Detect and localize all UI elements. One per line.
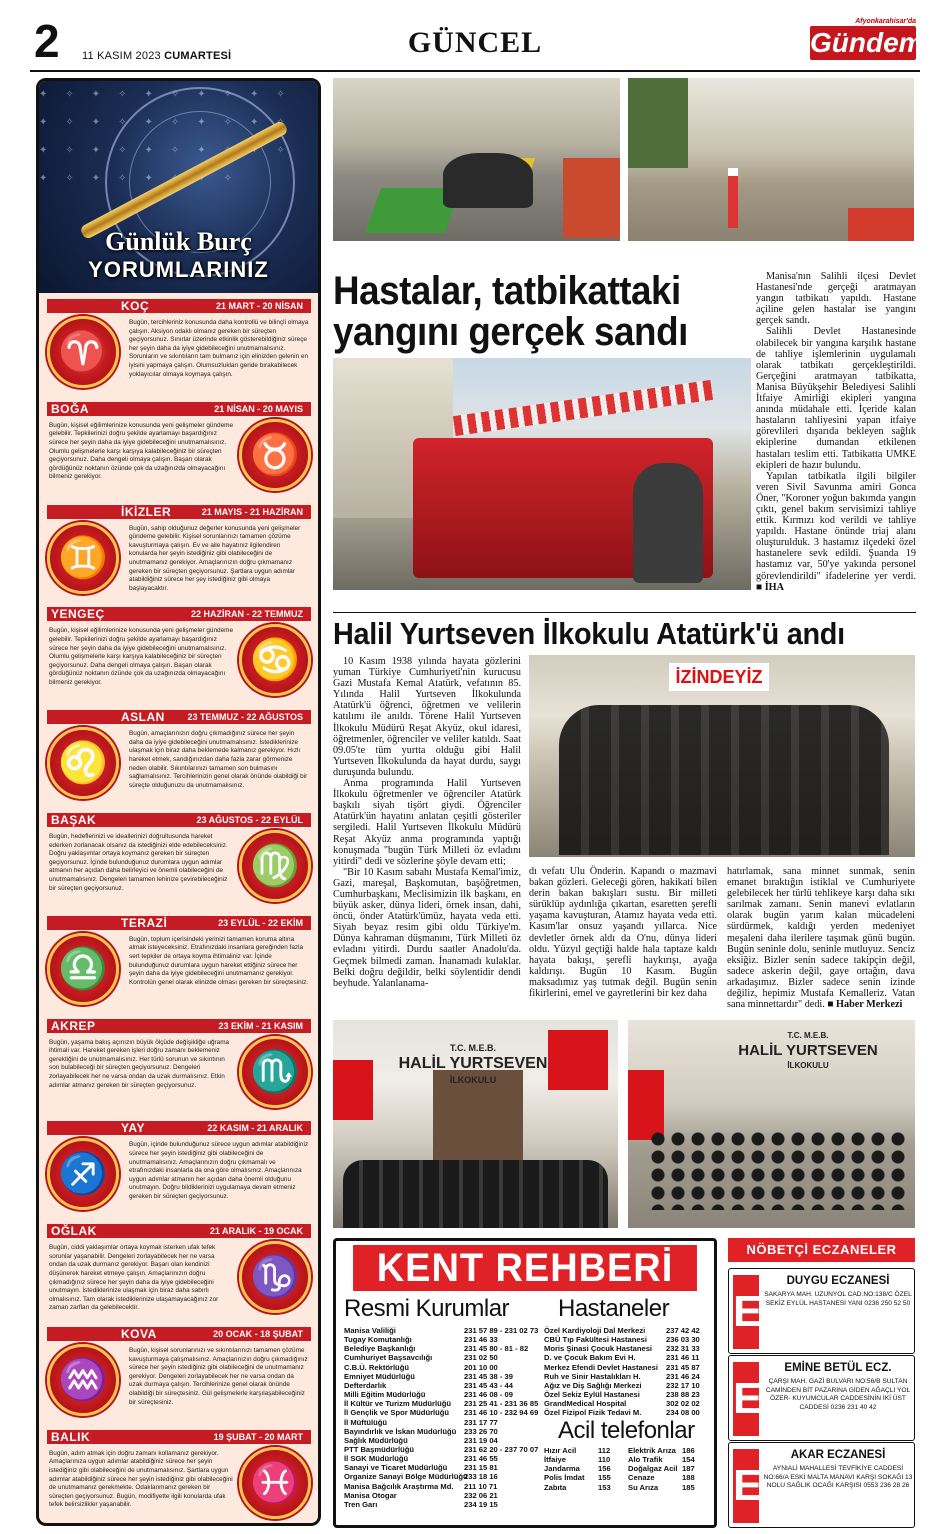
- sign-range: 21 ARALIK - 19 OCAK: [209, 1226, 303, 1237]
- sign-8: [47, 1121, 311, 1221]
- guide-label: Zabıta: [544, 1482, 567, 1492]
- story2-source-text: Haber Merkezi: [836, 999, 903, 1011]
- sign-name: BOĞA: [51, 401, 89, 416]
- pharmacy-address: AYNIALİ MAHALLESİ TEVFİKİYE CADDESİ NO:66/A ESKİ MALTA MANAVI KARŞI SOKAĞI 13 NOLU SAĞLIK OCAĞI KARŞISI 0553 236 28 26: [763, 1465, 913, 1490]
- zodiac-medal-icon: [239, 1447, 311, 1519]
- guide-phone: 233 18 16: [464, 1472, 498, 1482]
- sign-text: Bugün, kişisel sorunlarınızı ve sıkıntılarınızı tamamen çözüme kavuşturmaya çalışmalısınız. Amaçlarınızın doğru çıkmadığınız sürece her şeyin istediğiniz gibi olabileceğini de unutmamanız gerekiyor. Dengeleri zorlayabilecek her ne varsa ondan da uzak durmaya çalışın. Tercihlerinize genel olarak önünde olabildiği bir süreçtesiniz. Gül gelişmelerle karşılaşabileceğiniz bir süreçtesiniz.: [129, 1347, 308, 1406]
- zodiac-medal-icon: [239, 419, 311, 491]
- sign-name: AKREP: [51, 1018, 96, 1033]
- zodiac-medal-icon: [47, 522, 119, 594]
- guide-label: Sağlık Müdürlüğü: [344, 1435, 408, 1445]
- guide-phone: 188: [682, 1473, 695, 1483]
- zodiac-symbol-icon: ♎: [58, 946, 108, 991]
- guide-phone: 233 26 70: [464, 1426, 498, 1436]
- guide-phone: 231 46 24: [666, 1371, 700, 1381]
- sign-range: 23 EYLÜL - 22 EKİM: [218, 917, 303, 928]
- sign-text: Bugün, amaçlarınızın doğru çıkmadığınız sürece her şeyin daha da iyiye gidebileceğini unutmamalısınız. İstediklerinize ulaşmak için biraz daha beklemede kalmanız gerekiyor. Hızlı hareket etmek, sandığınızdan daha fazla zarar görmenize neden olabilir. Sıkıntılarınızı tamamen son bulmasını sağlamalısınız. Tercihlerinizin genel olarak önünde olabildiği bir süreçte olduğunuzu da unutmamalısınız.: [129, 730, 308, 789]
- story2-col2: dı vefatı Ulu Önderin. Kapandı o mazmavi bakan gözleri. Geleceği gören, hakikati bilen derin bakan bakışları sustu. Bir milleti sürüklüp aydınlığa çıkartan, esaretten şerefli yaşama kavuşturan, Atamız hayata veda etti. Kasım'lar onsuz yaşandı yıllarca. Nice devletler örnek aldı da O'nu, dünya lideri oldu. Yüzyıl geçtiği halde hala taptaze kaldı hayata bakışı, şerefli haykırışı, ayağa kaldırışı. Bugün 10 Kasım. Bugün maksadımız yaş tutmak değil. Bugün senin fikirlerini, emel ve gayretlerini bir kez daha: [529, 866, 717, 1000]
- school-name: HALİL YURTSEVEN: [398, 1055, 548, 1072]
- zodiac-symbol-icon: ♍: [250, 844, 300, 888]
- guide-label: Su Arıza: [628, 1482, 659, 1492]
- city-guide-box: [333, 1238, 717, 1528]
- guide-phone: 237 42 42: [666, 1326, 700, 1335]
- school-name-2: HALİL YURTSEVEN: [738, 1042, 878, 1059]
- stars-decoration: ✦✧✦✧✦✧✦✧✦✧✦✧✦✧✦✧✦✧✦✧✦✧✦✧✦✧✦✧✦✧✦✧✦✧✦✧✦✧: [39, 89, 303, 184]
- sign-name: KOÇ: [121, 299, 150, 313]
- sign-range: 22 KASIM - 21 ARALIK: [207, 1123, 303, 1134]
- drill-photo-triage: [333, 78, 620, 241]
- guide-phone: 231 46 08 - 09: [464, 1390, 513, 1400]
- horoscope-title: Günlük Burç: [105, 227, 252, 256]
- guide-label: Tugay Komutanlığı: [344, 1335, 412, 1345]
- guide-label: Özel Kardiyoloji Dal Merkezi: [544, 1326, 646, 1335]
- sign-range: 23 EKİM - 21 KASIM: [218, 1020, 303, 1031]
- guide-label: Elektrik Arıza: [628, 1446, 676, 1455]
- sign-3: [47, 607, 311, 707]
- guide-label: Manisa Bağcılık Araştırma Md.: [344, 1481, 454, 1491]
- guide-label: Cenaze: [628, 1473, 655, 1483]
- guide-label: Merkez Efendi Devlet Hastanesi: [544, 1362, 658, 1372]
- pharmacy-item: [728, 1442, 915, 1528]
- logo-tagline: Afyonkarahisar'da: [855, 18, 916, 25]
- sign-name: BAŞAK: [51, 813, 97, 827]
- guide-label: Jandarma: [544, 1464, 580, 1474]
- sign-text: Bugün, kişisel eğilimlerinize konusunda yeni gelişmeler gündeme gelebilir. Tepkilerinizi doğru şekilde ayarlamayı başardığınız sürece her şeyin daha da iyiye gidebileceğini unutmamalısınız. Olumlu gelişmelerle karşı karşıya kalabileceğiniz bir süreçten geçiyorsunuz. Daha dengeli olmaya çalışın. Başarı olarak gördüğünüz noktanın özünde çok da uzağınızda olmayacağını bilmeniz gerekiyor.: [49, 627, 234, 686]
- sign-text: Bugün, yaşama bakış açınızın büyük ölçüde değişikliğe uğrama ihtimali var. Hareket gereken işleri doğru zamanı beklemeniz gerektiğini de unutmamalısınız. Her türlü sorunun ve sıkıntının son bulabileceği bir süreçten geçiyorsunuz. Dengeleri zorlayabilecek her ne varsa ondan da uzak durmalısınız. Etkin adımlar atmanız gereken bir süreçten geçiyorsunuz.: [49, 1038, 230, 1089]
- pharmacy-e-icon: E: [733, 1275, 759, 1349]
- horoscope-panel: [36, 78, 321, 1526]
- zodiac-medal-icon: [47, 727, 119, 799]
- header-rule: [30, 70, 920, 72]
- guide-label: D. ve Çocuk Bakım Evi H.: [544, 1353, 636, 1363]
- zodiac-symbol-icon: ♓: [250, 1460, 300, 1505]
- story1-source-text: İHA: [764, 581, 784, 593]
- guide-phone: 211 10 71: [464, 1481, 498, 1491]
- zodiac-symbol-icon: ♊: [58, 535, 108, 580]
- guide-label: Hızır Acil: [544, 1446, 577, 1455]
- zodiac-symbol-icon: ♑: [250, 1255, 300, 1300]
- sign-1: [47, 402, 311, 502]
- zodiac-medal-icon: [239, 624, 311, 696]
- guide-label: Organize Sanayi Bölge Müdürlüğü: [344, 1472, 468, 1482]
- guide-label: Belediye Başkanlığı: [344, 1344, 416, 1354]
- sign-range: 20 OCAK - 18 ŞUBAT: [213, 1329, 303, 1339]
- sign-name: İKİZLER: [121, 504, 172, 519]
- guide-label: Özel Fizipol Fizik Tedavi M.: [544, 1408, 642, 1418]
- zodiac-medal-icon: [239, 1036, 311, 1108]
- sign-range: 23 AĞUSTOS - 22 EYLÜL: [196, 815, 303, 825]
- sign-11: [47, 1430, 311, 1526]
- emergency-heading: Acil telefonlar: [558, 1417, 695, 1444]
- pharmacy-item: [728, 1268, 915, 1354]
- sign-name: TERAZİ: [121, 915, 168, 930]
- zodiac-symbol-icon: ♈: [58, 330, 108, 374]
- zodiac-medal-icon: [239, 830, 311, 902]
- sign-10: [47, 1327, 311, 1427]
- sign-text: Bugün, kişisel eğilimlerinize konusunda yeni gelişmeler gündeme gelebilir. Tepkilerinizi doğru şekilde ayarlamayı başardığınız sürece her şeyin daha da iyiye gidebileceğini unutmamalısınız. Olumlu gelişmelerle karşı karşıya kalabileceğiniz bir süreçten geçiyorsunuz. Daha dengeli olmaya çalışın. Başarı olarak gördüğünüz noktanın özünde çok da uzağınızda olmayacağını bilmeniz gerekiyor.: [49, 421, 234, 481]
- story1-body: [756, 271, 916, 593]
- issue-date: [82, 50, 231, 62]
- guide-label: İl SGK Müdürlüğü: [344, 1454, 409, 1464]
- sign-range: 21 MAYIS - 21 HAZİRAN: [201, 506, 303, 517]
- sign-range: 23 TEMMUZ - 22 AĞUSTOS: [187, 712, 303, 723]
- school-meb-2: T.C. M.E.B.: [787, 1031, 829, 1040]
- pharmacy-e-icon: E: [733, 1449, 759, 1523]
- city-guide-title: KENT REHBERİ: [353, 1245, 697, 1291]
- guide-phone: 112: [598, 1446, 611, 1455]
- guide-phone: 231 15 81: [464, 1463, 498, 1473]
- story2-col3-text: hatırlamak, sana minnet sunmak, senin emanet bıraktığın istiklal ve Cumhuriyete gelebilecek her türlü tehlikeye karşı daha sıkı sarılmak zamanı. Senin manevi evlatların olarak bugün yarım kalan mücadeleni sürdürmek, kaldığı yerden medeniyet meşaleni daha ilerilere taşımak günü bugün. Bugün seninle dolu, seninle mutluyuz. Senciz eksiğiz. Bizler senin sadece takipçin değil, sadece askerin değil, gaye ortağın, dava arkadaşımız. Bizler sadece senin izinde değiliz, hepimiz Mustafa Kemalleriz. Vatan sana minnettardır" dedi.: [727, 866, 915, 1011]
- guide-label: İtfaiye: [544, 1455, 566, 1465]
- pharmacy-name: DUYGU ECZANESİ: [786, 1275, 890, 1287]
- sign-9: [47, 1224, 311, 1324]
- sign-name: YENGEÇ: [51, 607, 105, 622]
- guide-phone: 302 02 02: [666, 1399, 700, 1409]
- guide-phone: 187: [682, 1464, 695, 1474]
- guide-label: Emniyet Müdürlüğü: [344, 1371, 415, 1381]
- guide-label: GrandMedical Hospital: [544, 1399, 627, 1409]
- sign-name: YAY: [121, 1121, 145, 1136]
- sign-range: 22 HAZİRAN - 22 TEMMUZ: [190, 609, 303, 620]
- guide-phone: 232 31 33: [666, 1344, 700, 1354]
- sign-5: [47, 813, 311, 913]
- story2-paragraph: Anma programında Halil Yurtseven İlkokulu öğretmenler ve öğrenciler Atatürk başkılı siyah tişört giydi. Öğrenciler Atatürk'ün hayatını anlatan çeşitli gösteriler sergiledi. Halil Yurtseven İlkokulu Müdürü Reşat Akyüz anma programında yaptığı konuşmada "bugün Türk Milleti öz evladını yitirdi" dedi ve sözlerine şöyle devam etti;: [333, 778, 521, 867]
- official-heading: Resmi Kurumlar: [344, 1295, 510, 1322]
- guide-label: İl Gençlik ve Spor Müdürlüğü: [344, 1408, 450, 1418]
- students-photo: [529, 655, 915, 857]
- story1-paragraph: Salihli Devlet Hastanesinde olabilecek bir yangına karşılık hastane de tahliye işlemlerinin uygulamalı olarak tatbikatı gerçekleştirildi. Gerçeğini aratmayan tatbikatta, Manisa Büyükşehir Belediyesi Salihli İtfaiye Amirliği ekipleri yangına anında müdahale etti. İçeride kalan hastaların tahliyesini yapan itfaiye görevlileri dışarıda bekleyen sağlık ekiplerine dumandan etkilenen hastaları teslim etti. Tatbikatta UMKE ekipleri de hazır bulundu.: [756, 326, 916, 471]
- guide-label: Manisa Otogar: [344, 1490, 397, 1500]
- drill-photo-street: [628, 78, 914, 241]
- guide-phone: 156: [598, 1464, 611, 1474]
- guide-phone: 186: [682, 1446, 695, 1455]
- zodiac-symbol-icon: ♋: [250, 638, 300, 683]
- story2-rule: [333, 612, 916, 613]
- guide-label: Sanayi ve Ticaret Müdürlüğü: [344, 1463, 448, 1473]
- guide-phone: 201 10 00: [464, 1362, 498, 1372]
- sign-2: [47, 505, 311, 605]
- guide-phone: 231 45 38 - 39: [464, 1371, 513, 1381]
- story2-source: ■ Haber Merkezi: [827, 999, 903, 1011]
- horoscope-banner: [39, 81, 318, 293]
- guide-phone: 231 62 20 - 237 70 07: [464, 1444, 539, 1454]
- guide-phone: 231 19 04: [464, 1435, 498, 1445]
- zodiac-medal-icon: [239, 1241, 311, 1313]
- pharmacy-box: [728, 1238, 915, 1528]
- guide-label: Tren Garı: [344, 1499, 378, 1509]
- sign-text: Bugün, adım atmak için doğru zamanı kollamanız gerekiyor. Amaçlarınıza uygun adımlar atabildiğiniz sürece her şeyin istediğiniz gibi olabileceğini de unutmamalısınız. Şartlara uygun adımlar atabildiğiniz sürece her şeyin istediğiniz gibi olabileceğini de unutmamanız gerekmekte. Odaklanmanız gereken bir süreçten geçiyorsunuz. Bugün, modifiyette ilgili konularda ufak tefek belirsizlikler yaşanabilir.: [49, 1449, 233, 1509]
- zodiac-medal-icon: [47, 1138, 119, 1210]
- sign-text: Bugün, toplum içerisindeki yerinizi tamamen koruma altına almak isteyeceksiniz. Etrafınızdaki insanlara gereğinden fazla sert tepkiler de ortaya koyma ihtimaliniz var. İçinde bulunduğunuz durumlara uygun hareket ettiğiniz sürece her şeyin daha da iyiye gidebileceğini unutmamanız gerekiyor. Kontrolün genel olarak elinizde olması gereken bir süreçtesiniz.: [129, 935, 309, 986]
- sign-7: [47, 1019, 311, 1119]
- guide-label: İl Müftülüğü: [344, 1417, 388, 1427]
- guide-label: Polis İmdat: [544, 1473, 585, 1483]
- guide-label: Doğalgaz Acil: [628, 1464, 678, 1474]
- guide-label: Cumhuriyet Başsavcılığı: [344, 1353, 433, 1363]
- guide-phone: 231 45 87: [666, 1362, 700, 1372]
- page-number: 2: [34, 15, 60, 67]
- school-meb: T.C. M.E.B.: [449, 1043, 496, 1053]
- guide-phone: 231 02 50: [464, 1353, 498, 1363]
- sign-name: KOVA: [121, 1327, 157, 1341]
- story1-paragraph: Manisa'nın Salihli ilçesi Devlet Hastanesi'nde gerçeği aratmayan yangın tatbikatı yapıldı. Hastane açiline gelen hastalar ise yangını gerçek sandı.: [756, 271, 916, 327]
- story2-col1: [333, 656, 521, 989]
- guide-label: Alo Trafik: [628, 1455, 663, 1465]
- guide-label: PTT Başmüdürlüğü: [344, 1444, 415, 1454]
- guide-phone: 236 03 30: [666, 1335, 700, 1345]
- school-sign-front: [373, 1040, 573, 1088]
- zodiac-medal-icon: [47, 1344, 119, 1416]
- guide-label: Bayındırlık ve İskan Müdürlüğü: [344, 1426, 457, 1436]
- guide-phone: 155: [598, 1473, 611, 1483]
- pharmacy-e-icon: E: [733, 1362, 759, 1436]
- zodiac-symbol-icon: ♏: [250, 1049, 300, 1094]
- guide-phone: 231 45 80 - 81 - 82: [464, 1344, 529, 1354]
- sign-text: Bugün, hedeflerinizi ve ideallerinizi doğrultusunda hareket ederken zorlanacak olsanız da istediğinizi elde edebileceksiniz. Doğru yaklaşımlar ortaya koymanız gereken bir süreçten geçiyorsunuz. İçinde bulunduğunuz durumlara uygun adımlar atmanın her açıdan daha belirleyici ve önemli olabileceğini de unutmamalısınız. Dengeleri tamamen lehinize çevirebileceğiniz bir süreçten geçiyorsunuz.: [49, 833, 228, 892]
- pharmacy-name: EMİNE BETÜL ECZ.: [784, 1362, 892, 1374]
- pharmacy-address: SAKARYA MAH. UZUNYOL CAD.NO:138/C ÖZEL SEKİZ EYLÜL HASTANESİ YANI 0236 250 52 50: [764, 1291, 912, 1307]
- guide-label: Manisa Valiliği: [344, 1326, 396, 1335]
- sign-4: [47, 710, 311, 810]
- story1-paragraph: [756, 471, 916, 593]
- pharmacy-item: [728, 1355, 915, 1441]
- pharmacy-name: AKAR ECZANESİ: [790, 1449, 886, 1461]
- guide-phone: 154: [682, 1455, 695, 1465]
- day-text: CUMARTESİ: [164, 50, 232, 62]
- guide-label: C.B.Ü. Rektörlüğü: [344, 1362, 409, 1372]
- guide-label: Özel Sekiz Eylül Hastanesi: [544, 1390, 640, 1400]
- sign-text: Bugün, ciddi yaklaşımlar ortaya koymak isterken ufak tefek sorunlar yaşanabilir. Dengeleri zorlayabilecek her ne varsa ondan da uzak durmanız gerekiyor. Başarı olan kendinizi düşünerek hareket etmeye çalışın. Amaçlarınızın doğru çıkmadığınız sürece her şeyin daha da iyiye gidebileceğini unutmayın. İstediklerinize ulaşmak için biraz daha sabırlı olmalısınız. Tam olarak istediklerinize ulaşamayacağınız zor zaman zarfları da gelebilecektir.: [49, 1244, 219, 1312]
- sign-name: BALIK: [51, 1429, 91, 1444]
- story1-headline[interactable]: Hastalar, tatbikattaki yangını gerçek sandı: [333, 269, 688, 354]
- sign-name: OĞLAK: [51, 1224, 97, 1239]
- guide-label: Ağız ve Diş Sağlığı Merkezi: [544, 1380, 642, 1390]
- guide-label: İl Kültür ve Turizm Müdürlüğü: [344, 1399, 452, 1409]
- sign-text: Bugün, sahip olduğunuz değerler konusunda yeni gelişmeler gündeme gelebilir. Kişisel sorunlarınızı tamamen çözüme kavuşturmaya çalışın. Ev ve aile hayatınız ilgilendiren konularda her şeyin istediğiniz gibi olabileceğini de unutmamanız gerekiyor. Amaçlarınızın doğru çıkmamanız gereken bir süreçten geçiyorsunuz. Şartlara uygun adımlar atabildiğiniz sürece her şey istediğiniz gibi olmaya başlayacaktır.: [129, 524, 301, 592]
- sign-6: [47, 916, 311, 1016]
- story2-headline[interactable]: Halil Yurtseven İlkokulu Atatürk'ü andı: [333, 616, 845, 651]
- guide-label: Milli Eğitim Müdürlüğü: [344, 1390, 426, 1400]
- story2-paragraph: 10 Kasım 1938 yılında hayata gözlerini yuman Türkiye Cumhuriyeti'nin kurucusu Gazi Mustafa Kemal Atatürk, vefatının 85. Yılında Halil Yurtseven İlkokulunda Atatürk'ü öğrenci, öğretmen ve velilerin katılımı ile anıldı. Törene Halil Yurtseven İlkokulu Müdürü Reşat Akyüz, okul idaresi, öğretmenler, öğrenciler ve veliler katıldı. Saat 09.05'te tüm yurtta olduğu gibi Halil Yurtseven İlkokulunda da hayat durdu, saygı duruşunda bulundu.: [333, 656, 521, 778]
- guide-phone: 231 57 89 - 231 02 73: [464, 1326, 539, 1335]
- guide-phone: 232 06 21: [464, 1490, 498, 1500]
- logo-wordmark: Gündem: [810, 27, 924, 58]
- zodiac-symbol-icon: ♒: [58, 1358, 108, 1402]
- guide-phone: 231 25 41 - 231 36 85: [464, 1399, 539, 1409]
- story2-paragraph: "Bir 10 Kasım sabahı Mustafa Kemal'imiz, Gazi, mareşal, Başkomutan, başöğretmen, Cumhurbaşkanı, Meclisimizin ilk başkanı, en büyük asker, dünya lideri, örnek insan, dahi, öncü, önder Atatürk'ümüz, hayata veda etti. Siyah beyaz resim gibi oldu Türkiye'm. Dünya kahraman düşmanını, Türk Milleti öz evladını yitirdi. Durdu saatler Anadolu'da. Geçmek bilmedi zaman. İnanamadı kulaklar. Belki doğru değildir, belki söylentidir dendi beyhude. Yalanlanama-: [333, 866, 521, 989]
- hospital-heading: Hastaneler: [558, 1295, 670, 1322]
- fire-truck-photo: [333, 358, 751, 590]
- story1-quote: Yapılan tatbikatla ilgili bilgiler veren Sivil Savunma amiri Gonca Öner, "Koroner yoğun bakımda yangın çıktı, genel bakım servisimizi tahliye ettik. Kırmızı kod verildi ve tahliye yapıldı. Hastane önünde triaj alanı oluşturulduk. 3 hastamız ilçedeki özel hastanelere sevk edildi. Şuanda 19 hastamız var, 50'ye yakında personel görevlendirildi" ifadelerine yer verdi.: [756, 470, 916, 582]
- sign-range: 19 ŞUBAT - 20 MART: [213, 1431, 303, 1442]
- guide-phone: 231 45 43 - 44: [464, 1380, 513, 1390]
- guide-phone: 234 19 15: [464, 1499, 498, 1509]
- date-text: 11 KASIM 2023: [82, 50, 161, 62]
- guide-phone: 232 17 10: [666, 1380, 700, 1390]
- guide-phone: 231 46 11: [666, 1353, 700, 1363]
- guide-label: CBÜ Tıp Fakültesi Hastanesi: [544, 1335, 647, 1345]
- section-title: GÜNCEL: [407, 26, 543, 59]
- teachers-photo: [333, 1020, 618, 1228]
- guide-phone: 231 46 33: [464, 1335, 498, 1345]
- sign-range: 21 NİSAN - 20 MAYIS: [214, 403, 303, 414]
- zodiac-symbol-icon: ♐: [58, 1152, 108, 1197]
- guide-phone: 185: [682, 1482, 695, 1492]
- sign-range: 21 MART - 20 NİSAN: [215, 301, 303, 311]
- guide-label: Defterdarlık: [344, 1380, 387, 1390]
- guide-label: Ruh ve Sinir Hastalıkları H.: [544, 1371, 641, 1381]
- ceremony-photo: [628, 1020, 915, 1228]
- guide-phone: 234 08 00: [666, 1408, 700, 1418]
- guide-phone: 238 88 23: [666, 1390, 700, 1400]
- zodiac-symbol-icon: ♌: [58, 741, 108, 786]
- guide-phone: 231 46 55: [464, 1454, 498, 1464]
- school-sub-2: İLKOKULU: [787, 1061, 829, 1070]
- sign-text: Bugün, içinde bulunduğunuz sürece uygun adımlar atabildiğiniz sürece her şeyin istediğiniz gibi olabileceğini de unutmamalısınız. Amaçlarınızın doğru çıkmamalı ve etrafınızdaki insanlarla da ona göre olmalısınız. Amaçlarınıza uygun adımlar atmanın her açıdan daha önemli olduğunu unutmayın. Doğru bildiklerinizi uygulamaya devam etmeniz gereken bir süreçten geçiyorsunuz.: [129, 1141, 309, 1200]
- school-sign-side: [708, 1028, 908, 1073]
- pharmacy-title: NÖBETÇİ ECZANELER: [728, 1238, 915, 1262]
- story1-source: ■ İHA: [756, 581, 784, 593]
- guide-phone: 231 17 77: [464, 1417, 498, 1427]
- horoscope-subtitle: YORUMLARINIZ: [88, 257, 269, 282]
- sign-text: Bugün, tercihleriniz konusunda daha kontrollü ve bilinçli olmaya çalışın. Aksiyon odaklı olmanız gereken bir süreçten geçiyorsunuz. Sınırlar üzerinde etkinlik gösterebildiğiniz süreçe her şeyin daha da iyiye gidebileceğini unutmamalısınız. Sorunların ve sıkıntıların tam bulmanız için elinizden gelenin en iyisini yapmaya çalışın. Olumsuzlukları geride bırakabilecek yoklayıcılar olmaya koymaya çalışın.: [129, 319, 309, 378]
- izindeyiz-sign: İZİNDEYİZ: [669, 663, 769, 691]
- sign-0: [47, 299, 311, 399]
- guide-phone: 153: [598, 1482, 611, 1492]
- sign-name: ASLAN: [121, 710, 165, 725]
- zodiac-symbol-icon: ♉: [250, 432, 300, 477]
- pharmacy-address: ÇARŞI MAH. GAZİ BULVARI NO:56/B SULTAN CAMİNDEN BİT PAZARINA GİDEN AĞAÇLI YOL ÖZER- KUYUMCULAR CADDESİNİN İKİ ÜST CADDESİ 0236 231 40 42: [765, 1378, 911, 1411]
- guide-label: Moris Şinasi Çocuk Hastanesi: [544, 1344, 653, 1354]
- guide-phone: 231 46 10 - 232 94 69: [464, 1408, 539, 1418]
- guide-phone: 110: [598, 1455, 611, 1465]
- school-sub: İLKOKULU: [449, 1075, 497, 1085]
- zodiac-medal-icon: [47, 933, 119, 1005]
- newspaper-logo[interactable]: [806, 18, 924, 66]
- story2-col3: [727, 866, 915, 1010]
- zodiac-medal-icon: [47, 316, 119, 388]
